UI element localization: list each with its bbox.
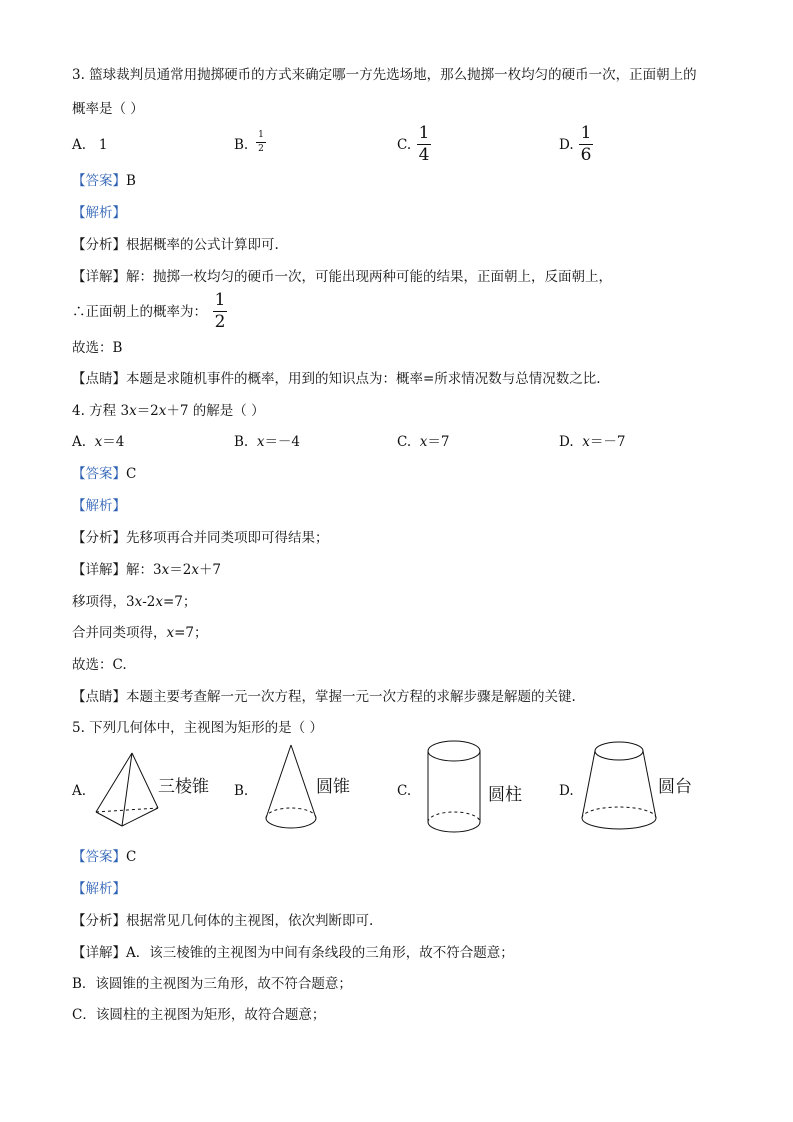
fraction-denominator: 4	[418, 145, 430, 165]
cone-figure	[262, 742, 322, 834]
q3-option-c-fraction	[417, 125, 431, 164]
xiangjie-tag: 【详解】	[72, 269, 126, 285]
q5-line-c: C．该圆柱的主视图为矩形，故符合题意；	[72, 1007, 326, 1023]
equation-part: ＝2	[169, 562, 192, 578]
fenxi-text: 先移项再合并同类项即可得结果；	[126, 530, 329, 546]
triangular-pyramid-figure	[92, 750, 162, 830]
q4-option-c	[397, 433, 449, 451]
variable: x	[419, 434, 428, 450]
q3-stem-line1: 3. 篮球裁判员通常用抛掷硬币的方式来确定哪一方先选场地，那么抛掷一枚均匀的硬币一次，正面朝上的	[72, 67, 697, 83]
variable: x	[256, 434, 265, 450]
option-value: ＝－4	[264, 434, 301, 450]
fraction-numerator: 1	[258, 130, 264, 140]
step-part: =7；	[163, 594, 197, 610]
q4-dianjing	[72, 688, 576, 706]
q5-option-d-label: D.	[559, 783, 574, 799]
q5-line-b: B．该圆锥的主视图为三角形，故不符合题意；	[72, 976, 352, 992]
q4-choose: 故选：C.	[72, 657, 127, 673]
variable: x	[94, 434, 103, 450]
stem-part: 4. 方程 3	[72, 403, 130, 419]
fraction-bar	[256, 142, 266, 143]
fraction-denominator: 6	[580, 145, 592, 165]
frustum-figure	[578, 738, 660, 838]
step-part: 合并同类项得，	[72, 625, 167, 641]
fenxi-tag: 【分析】	[72, 237, 126, 253]
fenxi-tag: 【分析】	[72, 530, 126, 546]
q4-answer	[72, 465, 136, 483]
q5-option-c-label: C.	[397, 783, 412, 799]
q5-option-b-label: B.	[234, 783, 249, 799]
variable: x	[191, 562, 199, 578]
option-label: B.	[234, 434, 249, 450]
fraction-denominator: 2	[258, 144, 264, 154]
q3-stem-line2: 概率是（ ）	[72, 101, 144, 117]
fenxi-text: 根据常见几何体的主视图，依次判断即可.	[126, 913, 374, 929]
equation-part: 解：3	[126, 562, 162, 578]
answer-value: C	[126, 466, 137, 482]
q4-stem	[72, 402, 265, 420]
answer-value: B	[126, 173, 136, 189]
q5-analysis-tag	[72, 880, 126, 898]
q3-option-d-fraction	[579, 125, 593, 164]
answer-tag: 【答案】	[72, 466, 126, 482]
variable: x	[129, 403, 137, 419]
fenxi-text: 根据概率的公式计算即可.	[126, 237, 279, 253]
q4-fenxi	[72, 529, 329, 547]
q3-option-d-label: D.	[559, 137, 574, 153]
dianjing-tag: 【点睛】	[72, 689, 126, 705]
q3-answer	[72, 172, 136, 190]
xiangjie-text: 解：抛掷一枚均匀的硬币一次，可能出现两种可能的结果，正面朝上，反面朝上，	[126, 269, 612, 285]
q5-option-c-shape-name: 圆柱	[488, 785, 522, 805]
stem-part: ＋7 的解是（ ）	[166, 403, 265, 419]
q3-xiangjie	[72, 268, 612, 286]
variable: x	[158, 403, 167, 419]
q3-fenxi	[72, 236, 279, 254]
fraction-numerator: 1	[418, 123, 430, 143]
step-part: =7；	[174, 625, 208, 641]
xiangjie-tag: 【详解】	[72, 945, 126, 961]
option-value: ＝7	[427, 434, 450, 450]
q4-xiangjie: 【详解】解：3x＝2x＋7	[72, 562, 222, 578]
q5-option-d-shape-name: 圆台	[658, 777, 692, 797]
option-label: A.	[72, 434, 87, 450]
option-value: 1	[98, 137, 108, 153]
analysis-tag: 【解析】	[72, 205, 126, 221]
answer-value: C	[126, 849, 137, 865]
fraction-numerator: 1	[580, 123, 592, 143]
option-label: A.	[72, 137, 87, 153]
answer-tag: 【答案】	[72, 849, 126, 865]
option-value: ＝－7	[589, 434, 626, 450]
step-part: 移项得，3	[72, 594, 135, 610]
q4-step2	[72, 624, 208, 642]
q5-option-a-shape-name: 三棱锥	[158, 777, 209, 797]
fraction-numerator: 1	[214, 290, 226, 310]
fraction-denominator: 2	[214, 312, 226, 332]
stem-part: ＝2	[136, 403, 159, 419]
q5-option-b-shape-name: 圆锥	[316, 777, 350, 797]
xiangjie-text: A．该三棱锥的主视图为中间有条线段的三角形，故不符合题意；	[126, 945, 514, 961]
fenxi-tag: 【分析】	[72, 913, 126, 929]
variable: x	[582, 434, 590, 450]
q3-option-a	[72, 136, 108, 154]
variable: x	[155, 594, 163, 610]
q4-option-a	[72, 433, 124, 451]
q4-option-d	[559, 433, 625, 451]
cylinder-figure	[424, 738, 484, 838]
q3-option-b-label: B.	[234, 137, 249, 153]
q3-choose: 故选：B	[72, 340, 123, 356]
q4-step1	[72, 593, 196, 611]
q3-option-b-fraction	[256, 131, 266, 154]
q3-dianjing	[72, 370, 601, 388]
q5-answer	[72, 848, 136, 866]
option-value: ＝4	[102, 434, 125, 450]
q5-xiangjie	[72, 944, 514, 962]
q3-result-prefix: ∴正面朝上的概率为：	[72, 304, 207, 320]
q5-fenxi	[72, 912, 373, 930]
dianjing-text: 本题是求随机事件的概率，用到的知识点为：概率=所求情况数与总情况数之比.	[126, 371, 601, 387]
variable: x	[161, 562, 170, 578]
dianjing-text: 本题主要考查解一元一次方程，掌握一元一次方程的求解步骤是解题的关键.	[126, 689, 576, 705]
q5-stem: 5. 下列几何体中，主视图为矩形的是（ ）	[72, 720, 323, 736]
option-label: C.	[397, 434, 412, 450]
q3-analysis-tag	[72, 204, 126, 222]
q3-result-fraction	[213, 292, 227, 331]
xiangjie-tag: 【详解】	[72, 562, 126, 578]
answer-tag: 【答案】	[72, 173, 126, 189]
q4-analysis-tag	[72, 497, 126, 515]
q4-option-b	[234, 433, 300, 451]
analysis-tag: 【解析】	[72, 881, 126, 897]
option-label: D.	[559, 434, 574, 450]
step-part: -2	[142, 594, 156, 610]
variable: x	[166, 625, 175, 641]
q3-option-c-label: C.	[397, 137, 412, 153]
analysis-tag: 【解析】	[72, 498, 126, 514]
q5-option-a-label: A.	[72, 783, 87, 799]
dianjing-tag: 【点睛】	[72, 371, 126, 387]
variable: x	[134, 594, 143, 610]
